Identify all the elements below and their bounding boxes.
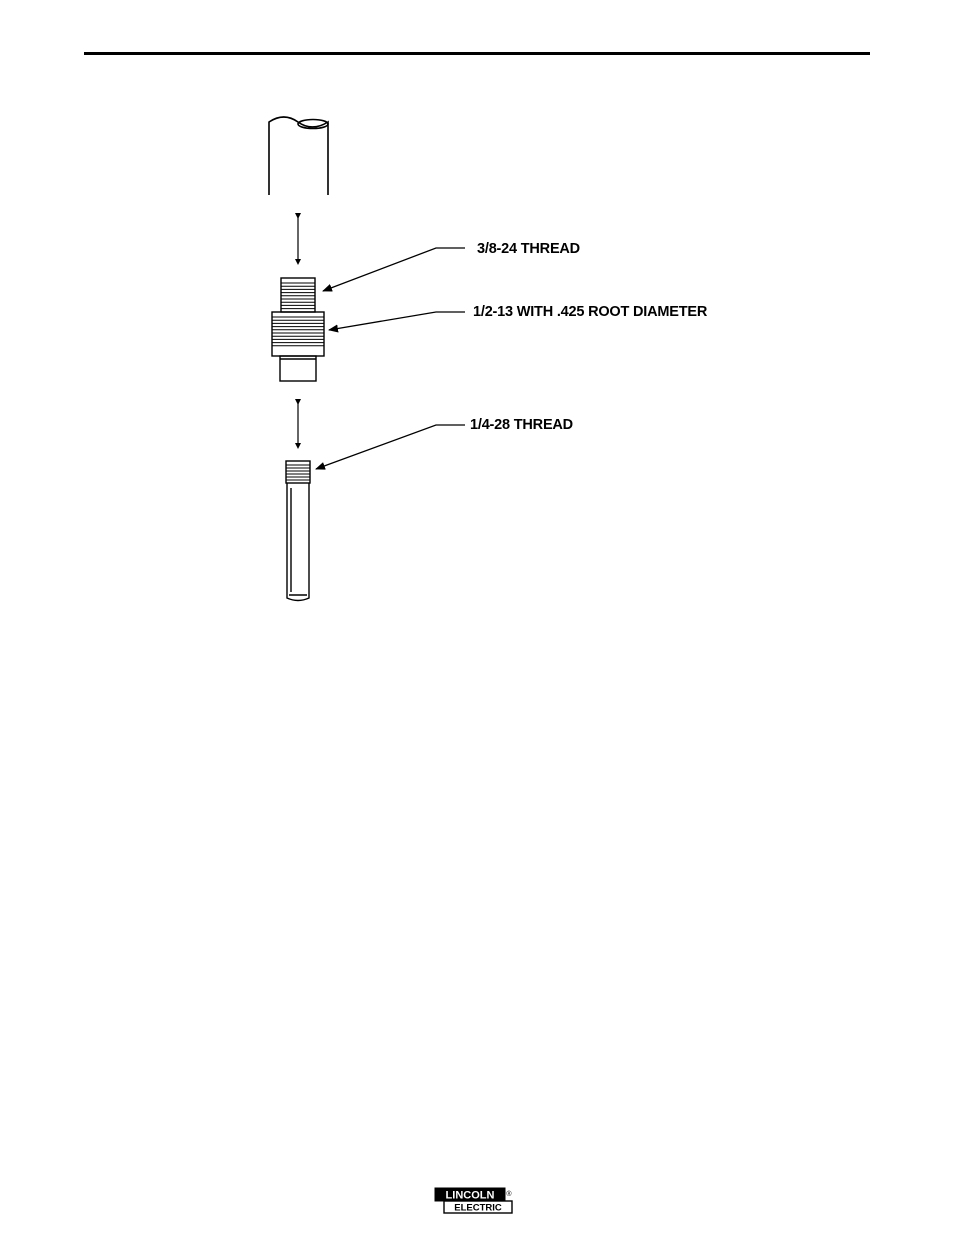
lincoln-electric-logo: [434, 1187, 514, 1215]
lower-pin: [286, 461, 310, 601]
logo-registered-mark: ®: [506, 1191, 512, 1198]
callout-thread-1-2-13: 1/2-13 WITH .425 ROOT DIAMETER: [473, 304, 708, 320]
callout-thread-3-8-24: 3/8-24 THREAD: [477, 241, 580, 257]
threaded-adapter: [272, 278, 324, 381]
leader-lines: [316, 248, 465, 469]
callout-thread-1-4-28: 1/4-28 THREAD: [470, 417, 573, 433]
upper-rod: [269, 117, 328, 195]
logo-top-text: LINCOLN: [445, 1189, 495, 1202]
logo-bottom-text: ELECTRIC: [454, 1202, 502, 1214]
